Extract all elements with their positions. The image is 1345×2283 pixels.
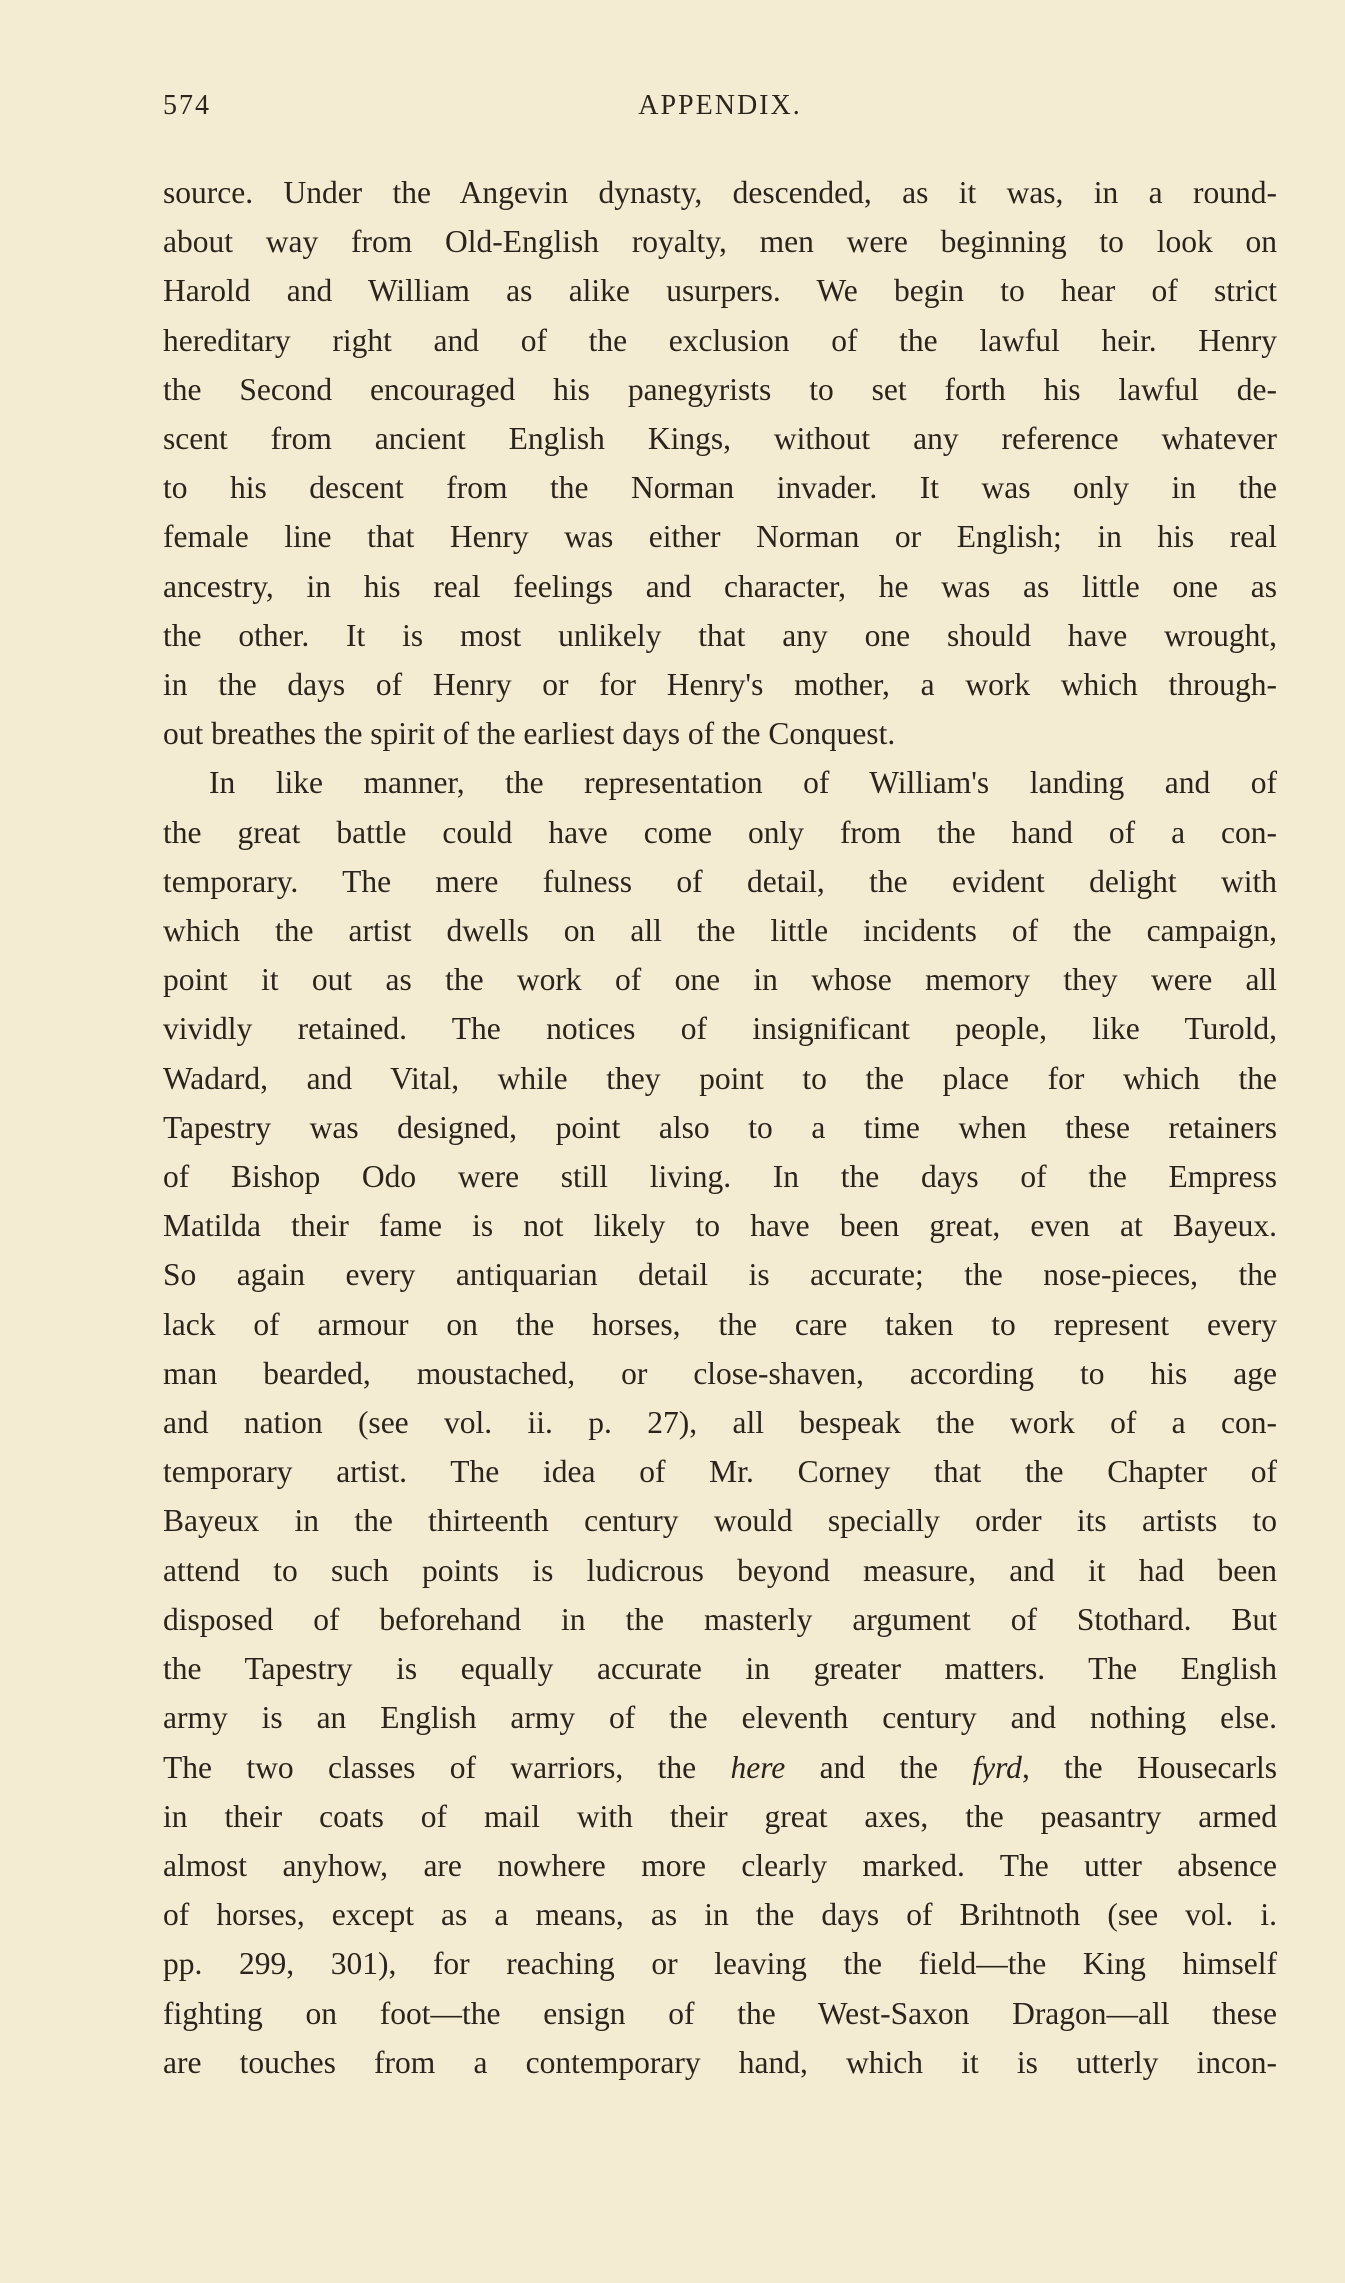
text-line: lack of armour on the horses, the care taken to represent every	[163, 1306, 1277, 1342]
text-line: in the days of Henry or for Henry's mother, a work which through-	[163, 667, 1277, 703]
body-text	[163, 168, 1277, 2087]
text-line: of Bishop Odo were still living. In the days of the Empress	[163, 1159, 1277, 1195]
text-line: which the artist dwells on all the little incidents of the campaign,	[163, 913, 1277, 949]
page-number: 574	[163, 90, 211, 121]
text-line: pp. 299, 301), for reaching or leaving the field—the King himself	[163, 1946, 1277, 1982]
text-segment: and the	[785, 1749, 973, 1785]
text-line: almost anyhow, are nowhere more clearly marked. The utter absence	[163, 1847, 1277, 1883]
text-line: fighting on foot—the ensign of the West-Saxon Dragon—all these	[163, 1995, 1277, 2031]
italic-term-here: here	[730, 1749, 786, 1785]
text-line: the other. It is most unlikely that any one should have wrought,	[163, 617, 1277, 653]
text-segment: , the Housecarls	[1021, 1749, 1277, 1785]
text-line: Wadard, and Vital, while they point to the place for which the	[163, 1060, 1277, 1096]
text-line: and nation (see vol. ii. p. 27), all bespeak the work of a con-	[163, 1405, 1277, 1441]
text-line: in their coats of mail with their great axes, the peasantry armed	[163, 1798, 1277, 1834]
text-line: vividly retained. The notices of insignificant people, like Turold,	[163, 1011, 1277, 1047]
text-line: the great battle could have come only from the hand of a con-	[163, 814, 1277, 850]
text-line: of horses, except as a means, as in the days of Brihtnoth (see vol. i.	[163, 1897, 1277, 1933]
text-line: Matilda their fame is not likely to have been great, even at Bayeux.	[163, 1208, 1277, 1244]
text-line: temporary. The mere fulness of detail, the evident delight with	[163, 863, 1277, 899]
page-header	[163, 90, 1277, 130]
text-line: disposed of beforehand in the masterly argument of Stothard. But	[163, 1601, 1277, 1637]
text-line: the Tapestry is equally accurate in greater matters. The English	[163, 1651, 1277, 1687]
text-line: Tapestry was designed, point also to a time when these retainers	[163, 1109, 1277, 1145]
text-line: army is an English army of the eleventh century and nothing else.	[163, 1700, 1277, 1736]
text-line: Bayeux in the thirteenth century would specially order its artists to	[163, 1503, 1277, 1539]
text-line: are touches from a contemporary hand, which it is utterly incon-	[163, 2044, 1277, 2080]
text-line: to his descent from the Norman invader. It was only in the	[163, 470, 1277, 506]
text-line: ancestry, in his real feelings and character, he was as little one as	[163, 568, 1277, 604]
text-segment: The two classes of warriors, the	[163, 1749, 731, 1785]
text-line-with-italics	[163, 1743, 1277, 1792]
text-line: source. Under the Angevin dynasty, descended, as it was, in a round-	[163, 175, 1277, 210]
text-line: the Second encouraged his panegyrists to set forth his lawful de-	[163, 371, 1277, 407]
paragraph-start-line: In like manner, the representation of William's landing and of	[209, 765, 1277, 801]
text-line: female line that Henry was either Norman or English; in his real	[163, 519, 1277, 555]
text-line: hereditary right and of the exclusion of the lawful heir. Henry	[163, 322, 1277, 358]
text-line: attend to such points is ludicrous beyond measure, and it had been	[163, 1552, 1277, 1588]
text-line: temporary artist. The idea of Mr. Corney that the Chapter of	[163, 1454, 1277, 1490]
italic-term-fyrd: fyrd	[972, 1749, 1022, 1785]
paragraph-end-line: out breathes the spirit of the earliest days of the Conquest.	[163, 716, 896, 752]
text-line: man bearded, moustached, or close-shaven, according to his age	[163, 1355, 1277, 1391]
text-line: about way from Old-English royalty, men were beginning to look on	[163, 224, 1277, 260]
text-line: scent from ancient English Kings, without any reference whatever	[163, 421, 1277, 457]
text-line: point it out as the work of one in whose memory they were all	[163, 962, 1277, 998]
running-head: APPENDIX.	[638, 90, 802, 121]
text-line: Harold and William as alike usurpers. We begin to hear of strict	[163, 273, 1277, 309]
text-line: So again every antiquarian detail is accurate; the nose-pieces, the	[163, 1257, 1277, 1293]
